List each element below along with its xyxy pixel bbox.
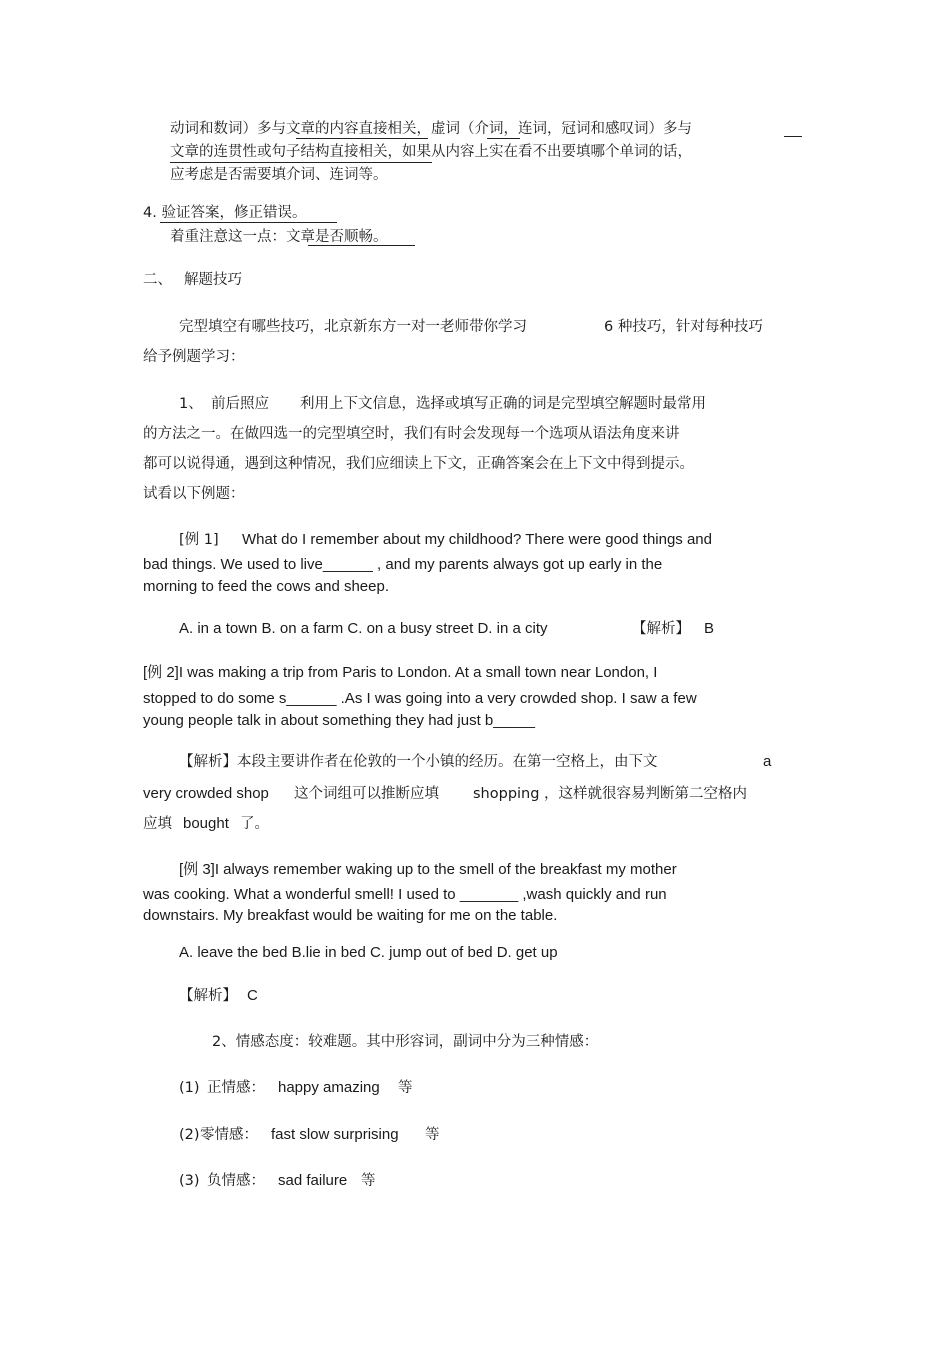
ex3-options: A. leave the bed B.lie in bed C. jump out of bed D. get up <box>179 944 558 961</box>
emotion-3-suffix: 等 <box>361 1173 376 1189</box>
ex2-analysis-1-word: a <box>763 753 772 770</box>
underline <box>784 136 802 137</box>
ex1-answer: B <box>704 620 715 637</box>
ex2-analysis-2-c: shopping ，这样就很容易判断第二空格内 <box>473 786 748 802</box>
ex1-line-1: What do I remember about my childhood? There were good things and <box>242 531 712 548</box>
intro-line-1: 动词和数词）多与文章的内容直接相关，虚词（介词，连词，冠词和感叹词）多与 <box>170 121 692 137</box>
emotion-3-number: (3) <box>179 1173 200 1189</box>
tip1-number: 1、 <box>179 396 203 412</box>
emotion-2-suffix: 等 <box>425 1127 440 1143</box>
section2-heading: 解题技巧 <box>184 272 242 288</box>
ex3-line-3: downstairs. My breakfast would be waiting for me on the table. <box>143 907 558 924</box>
underline <box>487 138 520 139</box>
ex2-line-3: young people talk in about something they had just b_____ <box>143 712 535 729</box>
tip1-text-3: 都可以说得通，遇到这种情况，我们应细读上下文，正确答案会在上下文中得到提示。 <box>143 456 694 472</box>
underline <box>170 162 432 163</box>
emotion-3-words: sad failure <box>278 1172 348 1189</box>
ex2-analysis-3-c: 了。 <box>240 816 269 832</box>
tip1-text-4: 试看以下例题： <box>143 486 245 502</box>
ex3-line-1: [例 3]I always remember waking up to the smell of the breakfast my mother <box>179 861 677 878</box>
emotion-1-number: (1) <box>179 1080 200 1096</box>
emotion-2-label: 零情感： <box>200 1127 258 1143</box>
section2-intro-a: 完型填空有哪些技巧，北京新东方一对一老师带你学习 <box>179 319 527 335</box>
tip1-name: 前后照应 <box>211 396 269 412</box>
ex2-analysis-2-a: very crowded shop <box>143 785 269 802</box>
ex2-analysis-3-a: 应填 <box>143 816 172 832</box>
emotion-1-suffix: 等 <box>398 1080 413 1096</box>
emotion-1-label: 正情感： <box>207 1080 265 1096</box>
emotion-2-number: (2) <box>179 1127 200 1143</box>
ex1-options: A. in a town B. on a farm C. on a busy street D. in a city <box>179 620 548 637</box>
ex2-line-1: [例 2]I was making a trip from Paris to London. At a small town near London, I <box>143 664 658 681</box>
section2-intro-b: 6 种技巧，针对每种技巧 <box>604 319 763 335</box>
emotion-2-words: fast slow surprising <box>271 1126 399 1143</box>
ex1-line-2: bad things. We used to live______ , and my parents always got up early in the <box>143 556 663 573</box>
tip1-text-1: 利用上下文信息，选择或填写正确的词是完型填空解题时最常用 <box>300 396 706 412</box>
ex1-analysis-label: 【解析】 <box>632 621 690 637</box>
ex2-analysis-3-b: bought <box>183 815 229 832</box>
ex2-analysis-1: 【解析】本段主要讲作者在伦敦的一个小镇的经历。在第一空格上，由下文 <box>179 754 658 770</box>
underline <box>296 138 428 139</box>
emotion-1-words: happy amazing <box>278 1079 380 1096</box>
step4-note: 着重注意这一点：文章是否顺畅。 <box>170 229 388 245</box>
underline <box>160 222 337 223</box>
underline <box>308 245 415 246</box>
ex2-line-2: stopped to do some s______ .As I was going into a very crowded shop. I saw a few <box>143 690 697 707</box>
intro-line-3: 应考虑是否需要填介词、连词等。 <box>170 167 388 183</box>
step4-title: 4. 验证答案，修正错误。 <box>143 205 307 221</box>
tip1-text-2: 的方法之一。在做四选一的完型填空时，我们有时会发现每一个选项从语法角度来讲 <box>143 426 680 442</box>
ex3-line-2: was cooking. What a wonderful smell! I used to _______ ,wash quickly and run <box>143 886 667 903</box>
tip2-title: 2、情感态度：较难题。其中形容词，副词中分为三种情感： <box>212 1034 599 1050</box>
ex3-analysis-label: 【解析】 <box>179 988 237 1004</box>
section2-number: 二、 <box>143 272 172 288</box>
intro-line-2: 文章的连贯性或句子结构直接相关，如果从内容上实在看不出要填哪个单词的话， <box>170 144 692 160</box>
ex3-answer: C <box>247 987 258 1004</box>
ex2-analysis-2-b: 这个词组可以推断应填 <box>294 786 439 802</box>
ex1-label: [例 1] <box>179 532 219 548</box>
ex1-line-3: morning to feed the cows and sheep. <box>143 578 389 595</box>
section2-intro-c: 给予例题学习： <box>143 349 245 365</box>
emotion-3-label: 负情感： <box>207 1173 265 1189</box>
